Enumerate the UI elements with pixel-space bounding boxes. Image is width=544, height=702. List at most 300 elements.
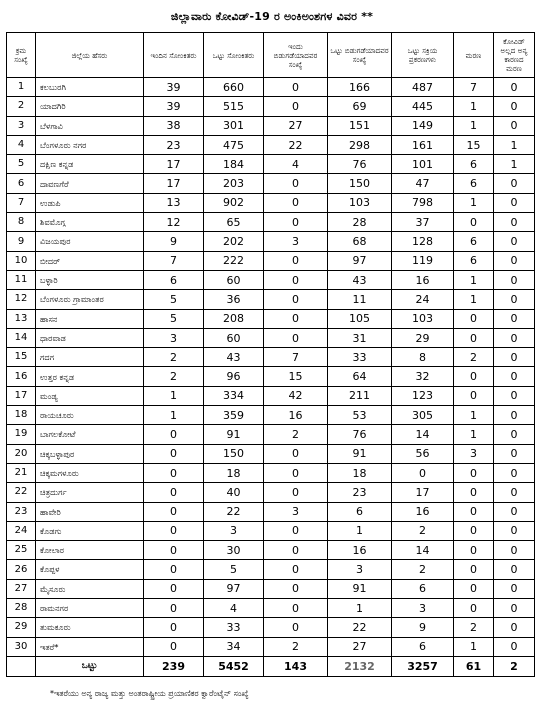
- today-discharged-cell: 0: [264, 328, 328, 347]
- today-infected-cell: 5: [144, 309, 204, 328]
- district-name-cell: ಚಿಕ್ಕಬಳ್ಳಾಪುರ: [36, 444, 144, 463]
- today-discharged-cell: 0: [264, 193, 328, 212]
- total-discharged-cell: 76: [328, 425, 392, 444]
- total-discharged-cell: 1: [328, 599, 392, 618]
- today-discharged-cell: 0: [264, 290, 328, 309]
- table-row: [7, 348, 535, 367]
- active-cases-cell: 3: [392, 599, 454, 618]
- active-cases-cell: 2: [392, 521, 454, 540]
- non-covid-deaths-cell: 0: [494, 290, 535, 309]
- total-infected-cell: 33: [204, 618, 264, 637]
- serial-cell: 20: [7, 444, 36, 463]
- total-discharged-cell: 103: [328, 193, 392, 212]
- today-infected-cell: 1: [144, 386, 204, 405]
- total-discharged-cell: 28: [328, 213, 392, 232]
- today-infected-cell: 0: [144, 637, 204, 656]
- non-covid-deaths-cell: 0: [494, 367, 535, 386]
- table-row: [7, 425, 535, 444]
- deaths-cell: 0: [454, 309, 494, 328]
- active-cases-cell: 9: [392, 618, 454, 637]
- serial-cell: 17: [7, 386, 36, 405]
- non-covid-deaths-cell: 0: [494, 213, 535, 232]
- non-covid-deaths-cell: 0: [494, 521, 535, 540]
- today-infected-cell: 0: [144, 579, 204, 598]
- district-name-cell: ಬೆಳಗಾವಿ: [36, 116, 144, 135]
- non-covid-deaths-cell: 0: [494, 309, 535, 328]
- today-infected-cell: 0: [144, 502, 204, 521]
- deaths-cell: 1: [454, 270, 494, 289]
- table-row: [7, 406, 535, 425]
- non-covid-deaths-cell: 0: [494, 483, 535, 502]
- table-row: [7, 386, 535, 405]
- total-infected-cell: 202: [204, 232, 264, 251]
- total-infected-cell: 60: [204, 270, 264, 289]
- table-row: [7, 251, 535, 270]
- total-infected-cell: 96: [204, 367, 264, 386]
- total-infected-cell: 203: [204, 174, 264, 193]
- deaths-cell: 0: [454, 328, 494, 347]
- today-infected-cell: 0: [144, 425, 204, 444]
- non-covid-deaths-cell: 0: [494, 425, 535, 444]
- table-row: [7, 213, 535, 232]
- today-discharged-cell: 0: [264, 483, 328, 502]
- district-name-cell: ಚಿತ್ರದುರ್ಗ: [36, 483, 144, 502]
- district-name-cell: ಹಾಸನ: [36, 309, 144, 328]
- serial-cell: 3: [7, 116, 36, 135]
- non-covid-deaths-cell: 0: [494, 599, 535, 618]
- active-cases-cell: 37: [392, 213, 454, 232]
- serial-cell: 13: [7, 309, 36, 328]
- table-row: [7, 116, 535, 135]
- today-discharged-cell: 0: [264, 521, 328, 540]
- serial-cell: 28: [7, 599, 36, 618]
- total-infected-cell: 43: [204, 348, 264, 367]
- total-infected: 5452: [204, 656, 264, 676]
- serial-cell: 21: [7, 463, 36, 482]
- today-discharged-cell: 0: [264, 270, 328, 289]
- header-total-infected: ಒಟ್ಟು ಸೋಂಕಿತರು: [204, 33, 264, 78]
- total-infected-cell: 902: [204, 193, 264, 212]
- total-discharged-cell: 211: [328, 386, 392, 405]
- serial-cell: 30: [7, 637, 36, 656]
- active-cases-cell: 2: [392, 560, 454, 579]
- non-covid-deaths-cell: 0: [494, 328, 535, 347]
- serial-cell: 15: [7, 348, 36, 367]
- total-infected-cell: 150: [204, 444, 264, 463]
- header-deaths: ಮರಣ: [454, 33, 494, 78]
- deaths-cell: 3: [454, 444, 494, 463]
- serial-cell: 29: [7, 618, 36, 637]
- total-infected-cell: 65: [204, 213, 264, 232]
- today-discharged-cell: 0: [264, 97, 328, 116]
- total-discharged-cell: 53: [328, 406, 392, 425]
- non-covid-deaths-cell: 0: [494, 251, 535, 270]
- deaths-cell: 0: [454, 541, 494, 560]
- serial-cell: 9: [7, 232, 36, 251]
- today-infected-cell: 6: [144, 270, 204, 289]
- serial-cell: 7: [7, 193, 36, 212]
- active-cases-cell: 6: [392, 637, 454, 656]
- district-name-cell: ರಾಯಚೂರು: [36, 406, 144, 425]
- today-discharged-cell: 42: [264, 386, 328, 405]
- total-infected-cell: 515: [204, 97, 264, 116]
- deaths-cell: 15: [454, 135, 494, 154]
- active-cases-cell: 8: [392, 348, 454, 367]
- deaths-cell: 2: [454, 348, 494, 367]
- header-non-covid-deaths: ಕೋವಿಡ್ ಅಲ್ಲದ ಅನ್ಯ ಕಾರಣದ ಮರಣ: [494, 33, 535, 78]
- header-today-infected: ಇಂದಿನ ಸೋಂಕಿತರು: [144, 33, 204, 78]
- district-name-cell: ಬಾಗಲಕೋಟೆ: [36, 425, 144, 444]
- serial-cell: 1: [7, 78, 36, 97]
- total-discharged-cell: 69: [328, 97, 392, 116]
- district-name-cell: ಚಿಕ್ಕಮಗಳೂರು: [36, 463, 144, 482]
- total-discharged-cell: 68: [328, 232, 392, 251]
- table-row: [7, 193, 535, 212]
- active-cases-cell: 161: [392, 135, 454, 154]
- active-cases-cell: 128: [392, 232, 454, 251]
- non-covid-deaths-cell: 0: [494, 174, 535, 193]
- total-infected-cell: 30: [204, 541, 264, 560]
- total-infected-cell: 3: [204, 521, 264, 540]
- non-covid-deaths-cell: 0: [494, 637, 535, 656]
- total-discharged-cell: 6: [328, 502, 392, 521]
- district-name-cell: ಉಡುಪಿ: [36, 193, 144, 212]
- district-name-cell: ಇತರೆ*: [36, 637, 144, 656]
- total-discharged-cell: 23: [328, 483, 392, 502]
- table-row: [7, 290, 535, 309]
- today-discharged-cell: 2: [264, 425, 328, 444]
- today-infected-cell: 0: [144, 541, 204, 560]
- header-district: ಜಿಲ್ಲೆಯ ಹೆಸರು: [36, 33, 144, 78]
- district-name-cell: ತುಮಕೂರು: [36, 618, 144, 637]
- today-infected-cell: 23: [144, 135, 204, 154]
- table-row: [7, 328, 535, 347]
- today-infected-cell: 9: [144, 232, 204, 251]
- deaths-cell: 6: [454, 232, 494, 251]
- non-covid-deaths-cell: 0: [494, 193, 535, 212]
- active-cases-cell: 17: [392, 483, 454, 502]
- district-name-cell: ಕೊಪ್ಪಳ: [36, 560, 144, 579]
- deaths-cell: 0: [454, 483, 494, 502]
- table-row: [7, 599, 535, 618]
- active-cases-cell: 6: [392, 579, 454, 598]
- total-discharged-cell: 27: [328, 637, 392, 656]
- district-name-cell: ಗದಗ: [36, 348, 144, 367]
- district-name-cell: ಬೆಂಗಳೂರು ನಗರ: [36, 135, 144, 154]
- serial-cell: 2: [7, 97, 36, 116]
- active-cases-cell: 103: [392, 309, 454, 328]
- total-infected-cell: 34: [204, 637, 264, 656]
- non-covid-deaths-cell: 0: [494, 406, 535, 425]
- total-discharged-cell: 298: [328, 135, 392, 154]
- table-row: [7, 309, 535, 328]
- today-discharged-cell: 15: [264, 367, 328, 386]
- deaths-cell: 1: [454, 97, 494, 116]
- total-infected-cell: 60: [204, 328, 264, 347]
- today-discharged-cell: 27: [264, 116, 328, 135]
- serial-cell: 18: [7, 406, 36, 425]
- non-covid-deaths-cell: 0: [494, 618, 535, 637]
- today-infected-cell: 39: [144, 78, 204, 97]
- serial-cell: 8: [7, 213, 36, 232]
- active-cases-cell: 119: [392, 251, 454, 270]
- active-cases-cell: 32: [392, 367, 454, 386]
- active-cases-cell: 798: [392, 193, 454, 212]
- non-covid-deaths-cell: 1: [494, 135, 535, 154]
- table-row: [7, 541, 535, 560]
- deaths-cell: 2: [454, 618, 494, 637]
- today-infected-cell: 2: [144, 367, 204, 386]
- deaths-cell: 0: [454, 502, 494, 521]
- deaths-cell: 0: [454, 213, 494, 232]
- today-infected-cell: 1: [144, 406, 204, 425]
- total-discharged-cell: 3: [328, 560, 392, 579]
- serial-cell: 23: [7, 502, 36, 521]
- district-name-cell: ಕೊಡಗು: [36, 521, 144, 540]
- today-discharged-cell: 0: [264, 463, 328, 482]
- deaths-cell: 1: [454, 116, 494, 135]
- active-cases-cell: 29: [392, 328, 454, 347]
- today-infected-cell: 5: [144, 290, 204, 309]
- total-infected-cell: 22: [204, 502, 264, 521]
- active-cases-cell: 445: [392, 97, 454, 116]
- total-today-infected: 239: [144, 656, 204, 676]
- deaths-cell: 0: [454, 386, 494, 405]
- footnote: *ಇತರೆಯು ಅನ್ಯ ರಾಜ್ಯ ಮತ್ತು ಅಂತರಾಷ್ಟ್ರೀಯ ಪ್ರಯಾಣಿಕರ ಕ್ವಾರೆಂಟೈನ್ ಸಂಖ್ಯೆ: [50, 689, 249, 698]
- today-infected-cell: 0: [144, 444, 204, 463]
- today-discharged-cell: 4: [264, 155, 328, 174]
- serial-cell: 11: [7, 270, 36, 289]
- today-infected-cell: 0: [144, 560, 204, 579]
- today-discharged-cell: 0: [264, 309, 328, 328]
- active-cases-cell: 149: [392, 116, 454, 135]
- today-discharged-cell: 0: [264, 541, 328, 560]
- serial-cell: 10: [7, 251, 36, 270]
- header-total-discharged: ಒಟ್ಟು ಬಿಡುಗಡೆಯಾದವರ ಸಂಖ್ಯೆ: [328, 33, 392, 78]
- total-discharged-cell: 64: [328, 367, 392, 386]
- serial-cell: 16: [7, 367, 36, 386]
- deaths-cell: 0: [454, 367, 494, 386]
- total-deaths: 61: [454, 656, 494, 676]
- active-cases-cell: 16: [392, 270, 454, 289]
- total-infected-cell: 184: [204, 155, 264, 174]
- deaths-cell: 1: [454, 637, 494, 656]
- total-infected-cell: 40: [204, 483, 264, 502]
- total-infected-cell: 5: [204, 560, 264, 579]
- district-name-cell: ದಕ್ಷಿಣ ಕನ್ನಡ: [36, 155, 144, 174]
- table-row: [7, 155, 535, 174]
- non-covid-deaths-cell: 1: [494, 155, 535, 174]
- header-serial: ಕ್ರಮ ಸಂಖ್ಯೆ: [7, 33, 36, 78]
- today-discharged-cell: 0: [264, 618, 328, 637]
- active-cases-cell: 0: [392, 463, 454, 482]
- today-infected-cell: 13: [144, 193, 204, 212]
- today-infected-cell: 0: [144, 483, 204, 502]
- total-infected-cell: 475: [204, 135, 264, 154]
- serial-cell: 19: [7, 425, 36, 444]
- total-discharged-cell: 1: [328, 521, 392, 540]
- serial-cell: 27: [7, 579, 36, 598]
- total-discharged-cell: 11: [328, 290, 392, 309]
- non-covid-deaths-cell: 0: [494, 386, 535, 405]
- table-row: [7, 637, 535, 656]
- deaths-cell: 0: [454, 521, 494, 540]
- total-discharged-cell: 43: [328, 270, 392, 289]
- non-covid-deaths-cell: 0: [494, 541, 535, 560]
- total-infected-cell: 334: [204, 386, 264, 405]
- today-infected-cell: 7: [144, 251, 204, 270]
- total-infected-cell: 359: [204, 406, 264, 425]
- total-infected-cell: 4: [204, 599, 264, 618]
- active-cases-cell: 16: [392, 502, 454, 521]
- active-cases-cell: 14: [392, 425, 454, 444]
- deaths-cell: 1: [454, 406, 494, 425]
- total-discharged-cell: 97: [328, 251, 392, 270]
- non-covid-deaths-cell: 0: [494, 270, 535, 289]
- active-cases-cell: 14: [392, 541, 454, 560]
- today-discharged-cell: 0: [264, 213, 328, 232]
- non-covid-deaths-cell: 0: [494, 444, 535, 463]
- today-infected-cell: 0: [144, 463, 204, 482]
- today-discharged-cell: 0: [264, 560, 328, 579]
- table-row: [7, 97, 535, 116]
- today-discharged-cell: 2: [264, 637, 328, 656]
- total-discharged-cell: 22: [328, 618, 392, 637]
- deaths-cell: 0: [454, 560, 494, 579]
- total-infected-cell: 18: [204, 463, 264, 482]
- deaths-cell: 7: [454, 78, 494, 97]
- non-covid-deaths-cell: 0: [494, 116, 535, 135]
- page-title: ಜಿಲ್ಲಾವಾರು ಕೋವಿಡ್-19 ರ ಅಂಕಿಅಂಶಗಳ ವಿವರ **: [170, 10, 374, 23]
- table-row: [7, 270, 535, 289]
- serial-cell: 24: [7, 521, 36, 540]
- deaths-cell: 0: [454, 579, 494, 598]
- today-discharged-cell: 7: [264, 348, 328, 367]
- today-discharged-cell: 0: [264, 174, 328, 193]
- district-name-cell: ಯಾದಗಿರಿ: [36, 97, 144, 116]
- table-row: [7, 463, 535, 482]
- non-covid-deaths-cell: 0: [494, 560, 535, 579]
- active-cases-cell: 47: [392, 174, 454, 193]
- total-discharged: 2132: [328, 656, 392, 676]
- today-infected-cell: 0: [144, 599, 204, 618]
- total-infected-cell: 91: [204, 425, 264, 444]
- non-covid-deaths-cell: 0: [494, 463, 535, 482]
- table-body: [7, 78, 535, 657]
- deaths-cell: 6: [454, 251, 494, 270]
- table-row: [7, 367, 535, 386]
- serial-cell: 25: [7, 541, 36, 560]
- serial-cell: 22: [7, 483, 36, 502]
- total-infected-cell: 660: [204, 78, 264, 97]
- district-name-cell: ಬಳ್ಳಾರಿ: [36, 270, 144, 289]
- non-covid-deaths-cell: 0: [494, 579, 535, 598]
- total-discharged-cell: 105: [328, 309, 392, 328]
- total-discharged-cell: 150: [328, 174, 392, 193]
- table-row: [7, 502, 535, 521]
- table-row: [7, 483, 535, 502]
- total-row: [7, 656, 535, 676]
- deaths-cell: 1: [454, 193, 494, 212]
- total-discharged-cell: 91: [328, 579, 392, 598]
- district-name-cell: ವಿಜಯಪುರ: [36, 232, 144, 251]
- deaths-cell: 6: [454, 174, 494, 193]
- header-today-discharged: ಇಂದು ಬಿಡುಗಡೆಯಾದವರ ಸಂಖ್ಯೆ: [264, 33, 328, 78]
- table-row: [7, 579, 535, 598]
- active-cases-cell: 305: [392, 406, 454, 425]
- table-row: [7, 618, 535, 637]
- today-infected-cell: 3: [144, 328, 204, 347]
- total-infected-cell: 222: [204, 251, 264, 270]
- district-stats-table: [6, 32, 535, 677]
- serial-cell: 12: [7, 290, 36, 309]
- non-covid-deaths-cell: 0: [494, 232, 535, 251]
- deaths-cell: 1: [454, 290, 494, 309]
- total-infected-cell: 301: [204, 116, 264, 135]
- district-name-cell: ರಾಮನಗರ: [36, 599, 144, 618]
- district-name-cell: ಬೆಂಗಳೂರು ಗ್ರಾಮಾಂತರ: [36, 290, 144, 309]
- total-discharged-cell: 31: [328, 328, 392, 347]
- today-discharged-cell: 3: [264, 232, 328, 251]
- total-today-discharged: 143: [264, 656, 328, 676]
- today-discharged-cell: 22: [264, 135, 328, 154]
- today-discharged-cell: 3: [264, 502, 328, 521]
- total-discharged-cell: 91: [328, 444, 392, 463]
- deaths-cell: 1: [454, 425, 494, 444]
- district-name-cell: ಮಂಡ್ಯ: [36, 386, 144, 405]
- district-name-cell: ದಾವಣಗೆರೆ: [36, 174, 144, 193]
- total-infected-cell: 208: [204, 309, 264, 328]
- total-serial-cell: [7, 656, 36, 676]
- total-discharged-cell: 18: [328, 463, 392, 482]
- total-discharged-cell: 16: [328, 541, 392, 560]
- total-infected-cell: 97: [204, 579, 264, 598]
- today-infected-cell: 38: [144, 116, 204, 135]
- active-cases-cell: 123: [392, 386, 454, 405]
- district-name-cell: ಬೀದರ್: [36, 251, 144, 270]
- header-active-cases: ಒಟ್ಟು ಸಕ್ರಿಯ ಪ್ರಕರಣಗಳು: [392, 33, 454, 78]
- non-covid-deaths-cell: 0: [494, 502, 535, 521]
- table-row: [7, 560, 535, 579]
- active-cases-cell: 101: [392, 155, 454, 174]
- total-discharged-cell: 166: [328, 78, 392, 97]
- district-name-cell: ಹಾವೇರಿ: [36, 502, 144, 521]
- total-discharged-cell: 151: [328, 116, 392, 135]
- today-discharged-cell: 0: [264, 444, 328, 463]
- table-row: [7, 444, 535, 463]
- district-name-cell: ಮೈಸೂರು: [36, 579, 144, 598]
- district-name-cell: ಉತ್ತರ ಕನ್ನಡ: [36, 367, 144, 386]
- table-row: [7, 135, 535, 154]
- header-row: [7, 33, 535, 78]
- serial-cell: 6: [7, 174, 36, 193]
- table-row: [7, 521, 535, 540]
- today-infected-cell: 17: [144, 155, 204, 174]
- non-covid-deaths-cell: 0: [494, 348, 535, 367]
- total-non-covid-deaths: 2: [494, 656, 535, 676]
- serial-cell: 26: [7, 560, 36, 579]
- deaths-cell: 0: [454, 599, 494, 618]
- today-infected-cell: 12: [144, 213, 204, 232]
- active-cases-cell: 56: [392, 444, 454, 463]
- today-infected-cell: 39: [144, 97, 204, 116]
- total-discharged-cell: 33: [328, 348, 392, 367]
- table-row: [7, 174, 535, 193]
- today-infected-cell: 0: [144, 521, 204, 540]
- today-discharged-cell: 0: [264, 251, 328, 270]
- non-covid-deaths-cell: 0: [494, 78, 535, 97]
- today-discharged-cell: 0: [264, 579, 328, 598]
